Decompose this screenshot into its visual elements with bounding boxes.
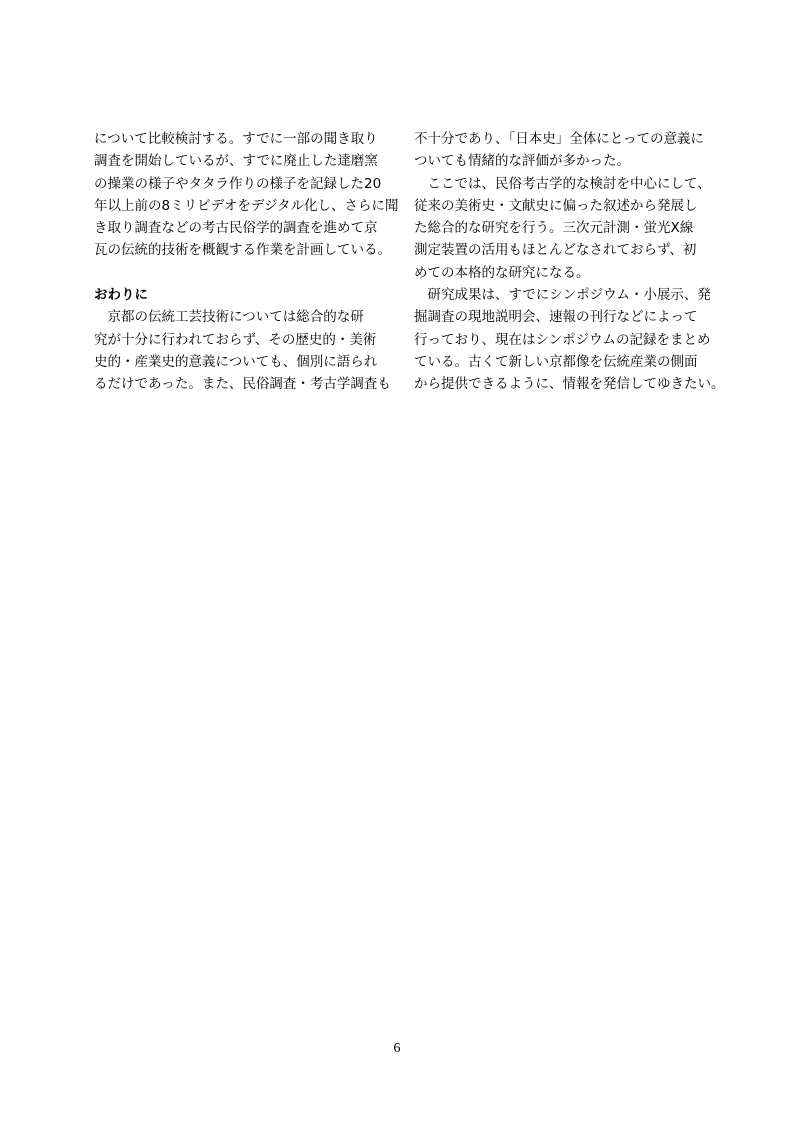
text-line: 掘調査の現地説明会、速報の刊行などによって (414, 309, 698, 326)
paragraph-conclusion (94, 306, 394, 395)
text-line: 従来の美術史・文献史に偏った叙述から発展し (414, 197, 698, 214)
text-line: 年以上前の8ミリビデオをデジタル化し、さらに聞 (94, 197, 399, 214)
paragraph-conclusion-continued (414, 128, 714, 173)
section-heading: おわりに (94, 287, 148, 304)
text-line: 史的・産業史的意義についても、個別に語られ (94, 353, 378, 370)
text-line: 不十分であり、「日本史」全体にとっての意義に (414, 131, 704, 147)
paragraph-gap (94, 262, 394, 284)
text-line: ている。古くて新しい京都像を伝統産業の側面 (414, 353, 698, 370)
text-line: ここでは、民俗考古学的な検討を中心にして、 (427, 175, 711, 192)
right-column (414, 128, 725, 396)
text-line: から提供できるように、情報を発信してゆきたい。 (414, 376, 725, 393)
text-line: 測定装置の活用もほとんどなされておらず、初 (414, 242, 697, 259)
text-line: めての本格的な研究になる。 (414, 264, 590, 281)
text-line: 究が十分に行われておらず、その歴史的・美術 (94, 331, 377, 348)
paragraph-approach (414, 173, 714, 284)
text-line: の操業の様子やタタラ作りの様子を記録した20 (94, 175, 382, 192)
text-line: た総合的な研究を行う。三次元計測・蛍光X線 (414, 220, 694, 237)
text-line: き取り調査などの考古民俗学的調査を進めて京 (94, 220, 378, 237)
left-column (94, 128, 399, 396)
text-line: 瓦の伝統的技術を概観する作業を計画している。 (94, 242, 391, 259)
page-number: 6 (393, 1041, 401, 1056)
text-line: 京都の伝統工芸技術については総合的な研 (107, 309, 364, 326)
text-line: ついても情緒的な評価が多かった。 (414, 153, 630, 170)
paragraph-intro-continued (94, 128, 399, 262)
text-line: 調査を開始しているが、すでに廃止した達磨窯 (94, 153, 378, 170)
text-line: について比較検討する。すでに一部の聞き取り (94, 131, 378, 147)
text-line: るだけであった。また、民俗調査・考古学調査も (94, 376, 391, 393)
text-line: 研究成果は、すでにシンポジウム・小展示、発 (427, 287, 711, 304)
paragraph-results (414, 284, 725, 395)
text-line: 行っており、現在はシンポジウムの記録をまとめ (414, 331, 711, 348)
